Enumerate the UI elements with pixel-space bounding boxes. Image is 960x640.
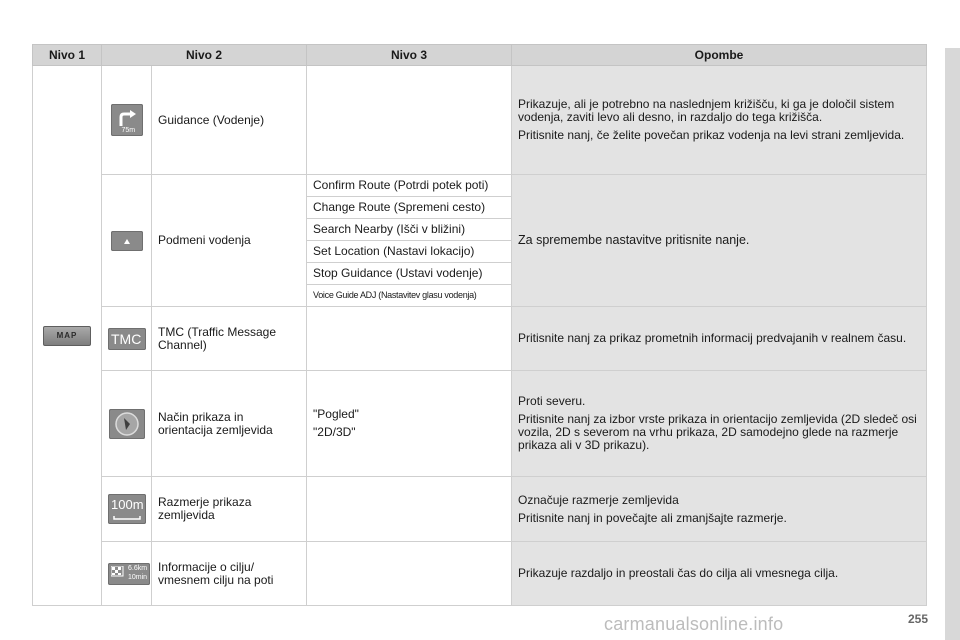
nivo1-cell xyxy=(33,66,102,606)
header-nivo3: Nivo 3 xyxy=(307,45,512,66)
scale-icon-label: 100m xyxy=(111,497,144,512)
table-row xyxy=(33,307,927,371)
nivo2-cell: Razmerje prikaza zemljevida xyxy=(152,477,307,542)
nivo3-option: "Pogled" xyxy=(313,407,359,421)
nivo2-cell: Način prikaza in orientacija zemljevida xyxy=(152,371,307,477)
row-icon-cell xyxy=(102,307,152,371)
note-text: Za spremembe nastavitve pritisnite nanje. xyxy=(518,233,750,247)
table-row xyxy=(33,542,927,606)
notes-cell xyxy=(512,175,927,307)
map-button-icon: MAP xyxy=(43,326,91,346)
menu-table xyxy=(32,44,927,606)
row-icon-cell xyxy=(102,66,152,175)
compass-orientation-icon xyxy=(109,409,145,439)
row-icon-cell xyxy=(102,542,152,606)
nivo3-option: Change Route (Spremeni cesto) xyxy=(307,197,512,219)
note-text: Prikazuje, ali je potrebno na naslednjem križišču, ki ga je določil sistem vodenja, zaviti levo ali desno, in razdaljo do tega križišča. xyxy=(518,97,895,124)
nivo3-option: Confirm Route (Potrdi potek poti) xyxy=(307,175,512,197)
turn-right-arrow-icon xyxy=(111,104,143,136)
note-text: Označuje razmerje zemljevida xyxy=(518,492,679,507)
page-number: 255 xyxy=(908,612,929,626)
table-row xyxy=(33,66,927,175)
nivo3-option: Stop Guidance (Ustavi vodenje) xyxy=(307,263,512,285)
nivo3-cell xyxy=(307,307,512,371)
nivo3-option: Set Location (Nastavi lokacijo) xyxy=(307,241,512,263)
table-row xyxy=(33,371,927,477)
row-icon-cell xyxy=(102,371,152,477)
nivo3-option: Search Nearby (Išči v bližini) xyxy=(307,219,512,241)
nivo3-option: Voice Guide ADJ (Nastavitev glasu vodenja) xyxy=(307,285,512,307)
notes-cell xyxy=(512,66,927,175)
nivo2-cell: Guidance (Vodenje) xyxy=(152,66,307,175)
nivo3-option: "2D/3D" xyxy=(313,425,356,439)
watermark: carmanualsonline.info xyxy=(604,614,784,634)
time-label: 10min xyxy=(128,573,148,581)
note-text: Pritisnite nanj, če želite povečan prikaz vodenja na levi strani zemljevida. xyxy=(518,128,905,142)
distance-label: 6.6km xyxy=(128,564,148,572)
note-text: Pritisnite nanj in povečajte ali zmanjšajte razmerje. xyxy=(518,510,787,525)
note-text: Prikazuje razdaljo in preostali čas do cilja ali vmesnega cilja. xyxy=(518,566,839,580)
submenu-triangle-icon xyxy=(111,231,143,251)
nivo3-cell xyxy=(307,66,512,175)
nivo3-cell xyxy=(307,477,512,542)
tmc-icon-label: TMC xyxy=(111,330,142,347)
note-text: Pritisnite nanj za izbor vrste prikaza in orientacijo zemljevida (2D sledeč osi vozila, 2D s severom na vrhu prikaza, 2D samodejno glede na razmerje prikaza ali v 3D prikazu). xyxy=(518,412,917,452)
page-edge-bar xyxy=(945,48,960,640)
note-text: Proti severu. xyxy=(518,394,586,408)
notes-cell xyxy=(512,371,927,477)
notes-cell xyxy=(512,307,927,371)
nivo2-cell: Informacije o cilju/ vmesnem cilju na poti xyxy=(152,542,307,606)
destination-info-icon xyxy=(108,563,150,585)
nivo2-cell: Podmeni vodenja xyxy=(152,175,307,307)
row-icon-cell xyxy=(102,175,152,307)
header-nivo1: Nivo 1 xyxy=(33,45,102,66)
table-row xyxy=(33,175,927,197)
icon-distance-label: 75m xyxy=(121,127,136,134)
note-text: Pritisnite nanj za prikaz prometnih informacij predvajanih v realnem času. xyxy=(518,331,907,345)
nivo3-cell xyxy=(307,371,512,477)
scale-icon xyxy=(108,494,146,524)
table-header xyxy=(33,45,927,66)
header-opombe: Opombe xyxy=(512,45,927,66)
notes-cell xyxy=(512,477,927,542)
notes-cell xyxy=(512,542,927,606)
nivo2-cell: TMC (Traffic Message Channel) xyxy=(152,307,307,371)
tmc-icon xyxy=(108,328,146,350)
row-icon-cell xyxy=(102,477,152,542)
table-row xyxy=(33,477,927,542)
nivo3-cell xyxy=(307,542,512,606)
header-nivo2: Nivo 2 xyxy=(102,45,307,66)
